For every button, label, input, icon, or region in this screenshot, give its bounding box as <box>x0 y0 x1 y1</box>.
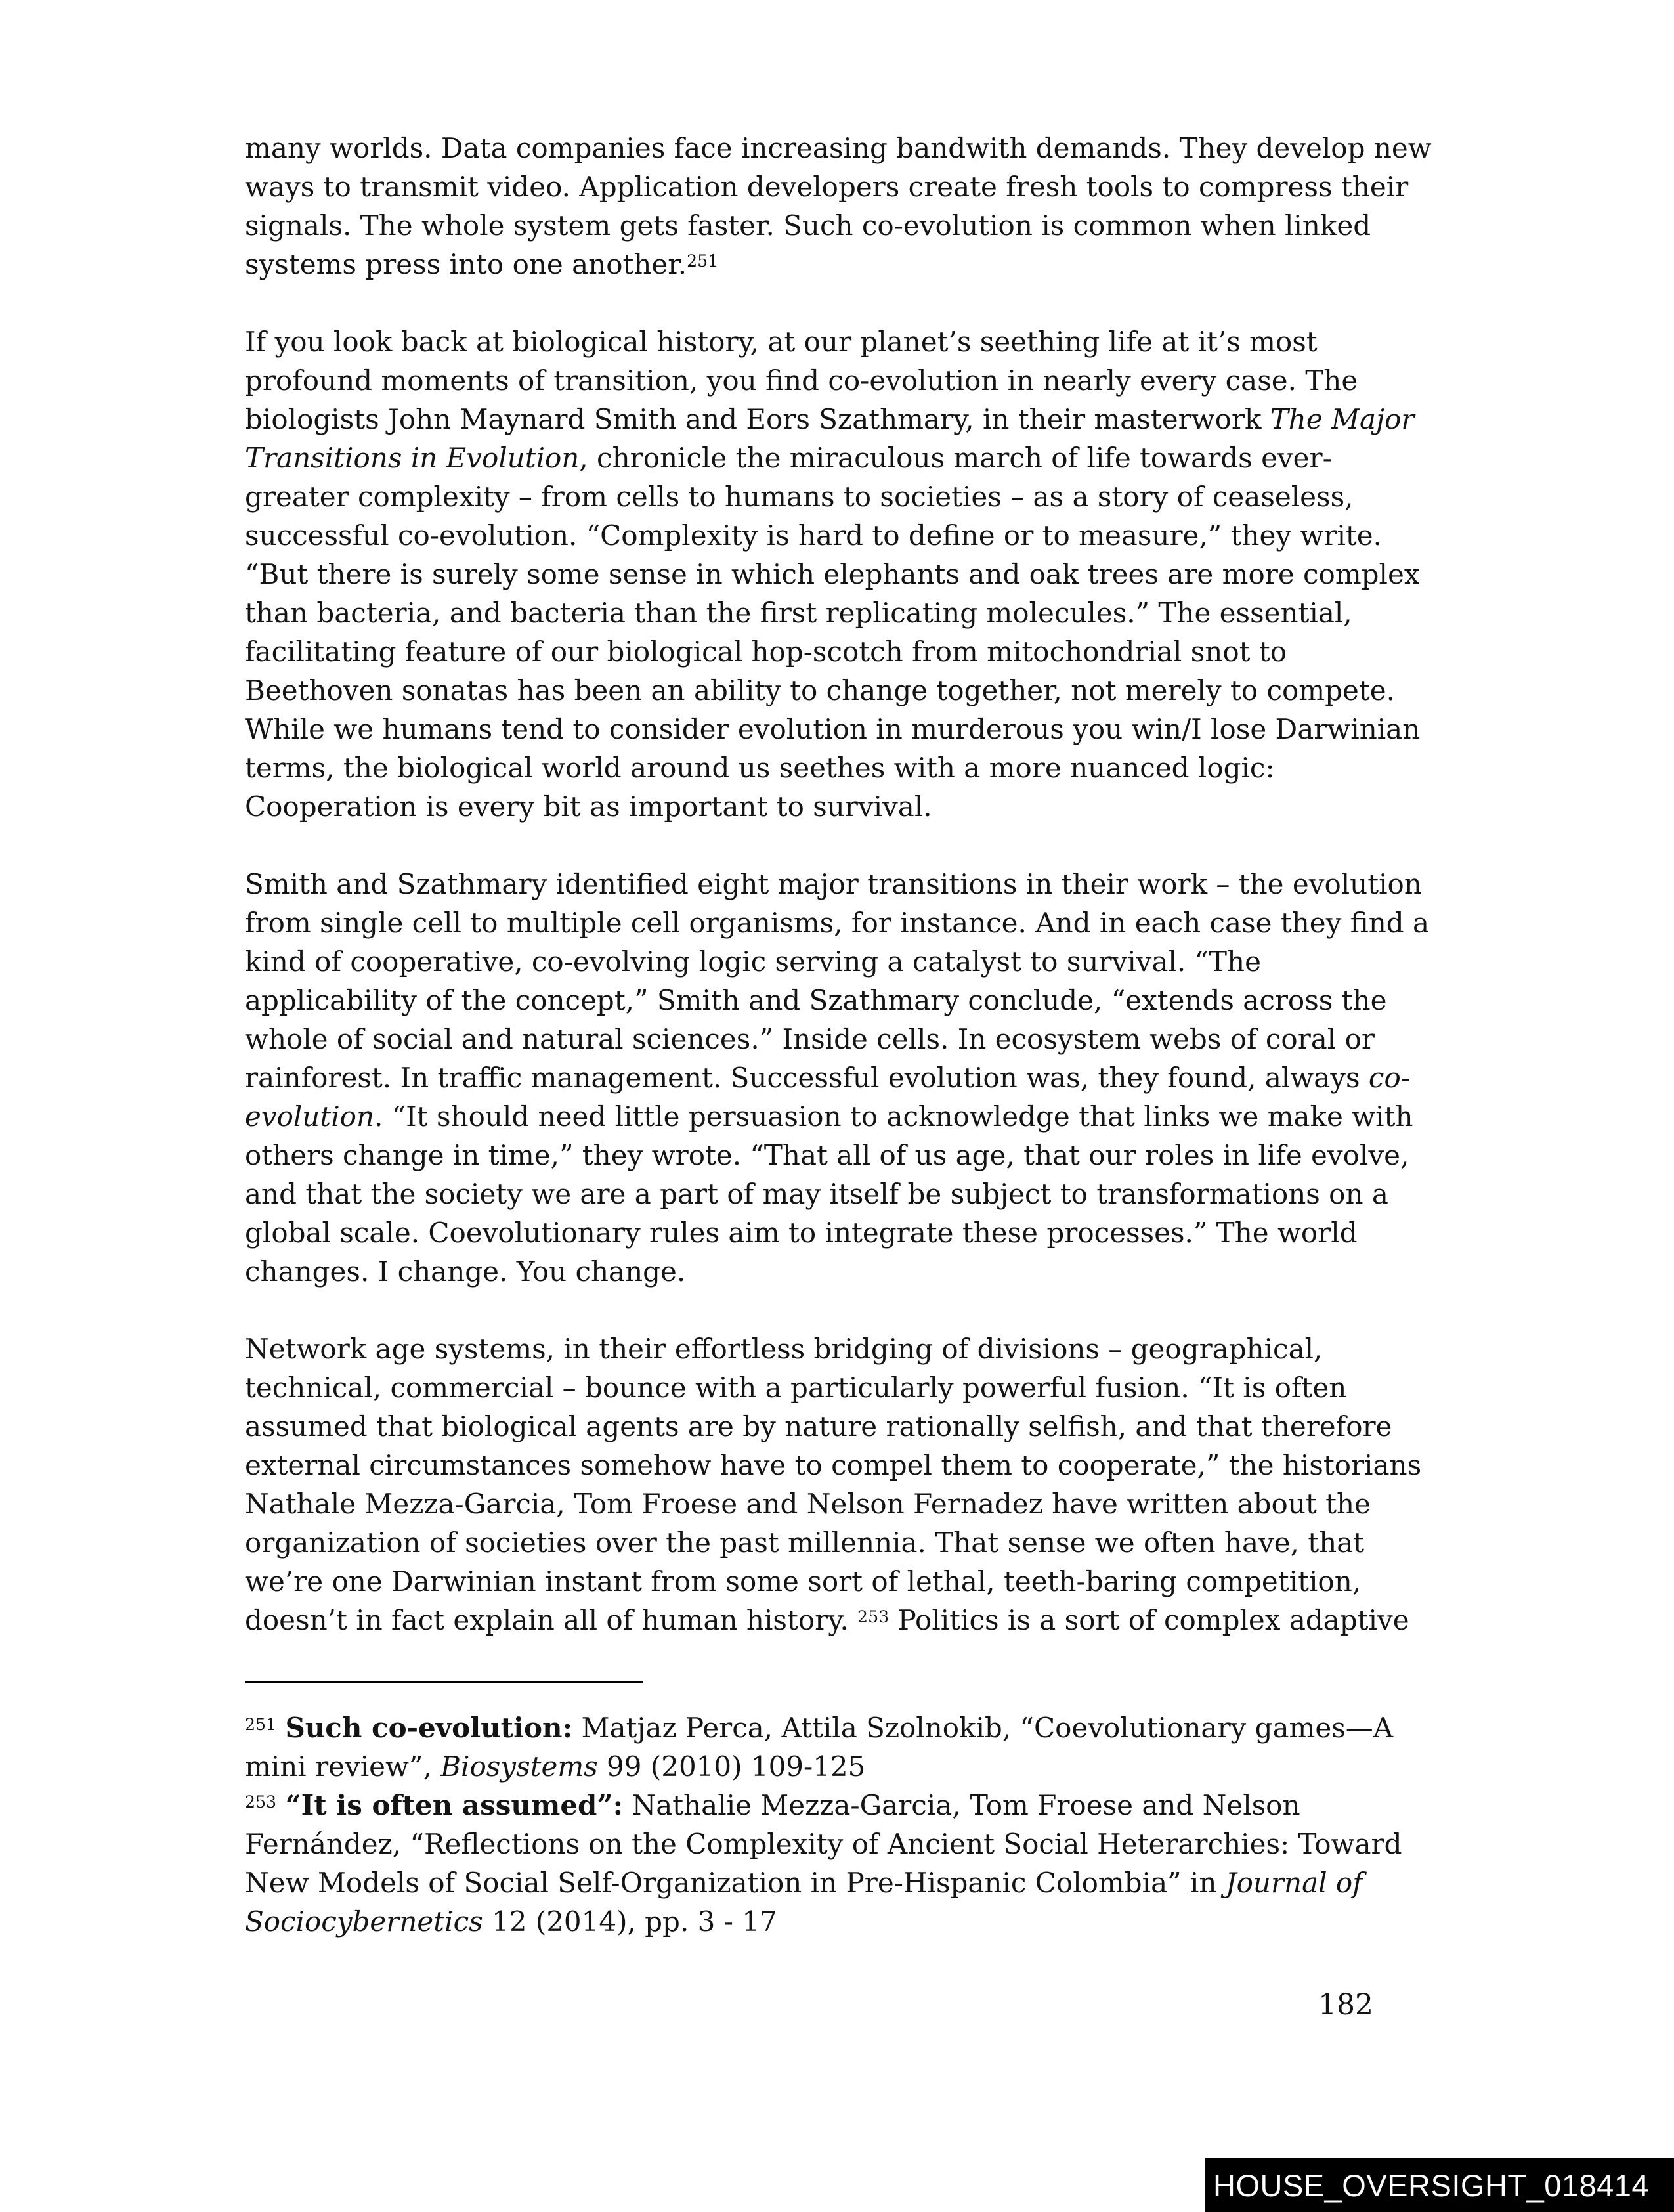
italic-text-run: Biosystems <box>440 1750 598 1783</box>
bates-stamp-text: HOUSE_OVERSIGHT_018414 <box>1213 2167 1650 2203</box>
bold-text-run: “It is often assumed”: <box>285 1789 624 1821</box>
italic-text-run: co-evolution <box>245 1062 1410 1133</box>
footnote-marker: 253 <box>857 1607 890 1626</box>
paragraph-biological-history <box>245 322 1433 826</box>
text-run: , chronicle the miraculous march of life towards ever-greater complexity – from cells to humans to societies – as a story of ceaseless, successful co-evolution. “Complexity is hard to define or to measure,” they write. “But there is surely some sense in which elephants and oak trees are more complex than bacteria, and bacteria than the first replicating molecules.” The essential, facilitating feature of our biological hop-scotch from mitochondrial snot to Beethoven sonatas has been an ability to change together, not merely to compete. While we humans tend to consider evolution in murderous you win/I lose Darwinian terms, the biological world around us seethes with a more nuanced logic: Cooperation is every bit as important to survival. <box>245 442 1421 823</box>
paragraph-continuation <box>245 129 1433 284</box>
text-run <box>276 1789 285 1821</box>
text-run: Politics is a sort of complex adaptive <box>889 1604 1409 1636</box>
text-run <box>276 1712 285 1744</box>
footnote-marker: 251 <box>245 1714 277 1734</box>
footnote-marker: 251 <box>687 251 719 271</box>
text-run: If you look back at biological history, at our planet’s seething life at it’s most profound moments of transition, you find co-evolution in nearly every case. The biologists John Maynard Smith and Eors Szathmary, in their masterwork <box>245 326 1358 435</box>
text-run: . “It should need little persuasion to acknowledge that links we make with others change in time,” they wrote. “That all of us age, that our roles in life evolve, and that the society we are a part of may itself be subject to transformations on a global scale. Coevolutionary rules aim to integrate these processes.” The world changes. I change. You change. <box>245 1100 1413 1288</box>
paragraph-eight-transitions <box>245 865 1433 1291</box>
footnote-253 <box>245 1786 1433 1941</box>
text-run: Nathalie Mezza-Garcia, Tom Froese and Nelson Fernández, “Reflections on the Complexity of Ancient Social Heterarchies: Toward New Models of Social Self-Organization in Pre-Hispanic Colombia” in <box>245 1789 1402 1899</box>
body-text <box>245 129 1433 1678</box>
italic-text-run: Journal of Sociocybernetics <box>245 1867 1363 1938</box>
footnote-251 <box>245 1708 1433 1786</box>
footnote-separator-rule <box>245 1681 643 1683</box>
text-run: Network age systems, in their effortless bridging of divisions – geographical, technical, commercial – bounce with a particularly powerful fusion. “It is often assumed that biological agents are by nature rationally selfish, and that therefore external circumstances somehow have to compel them to cooperate,” the historians Nathale Mezza-Garcia, Tom Froese and Nelson Fernadez have written about the organization of societies over the past millennia. That sense we often have, that we’re one Darwinian instant from some sort of lethal, teeth-baring competition, doesn’t in fact explain all of human history. <box>245 1333 1422 1636</box>
paragraph-network-age <box>245 1330 1433 1639</box>
footnote-marker: 253 <box>245 1792 277 1811</box>
text-run: 12 (2014), pp. 3 - 17 <box>483 1905 777 1938</box>
bold-text-run: Such co-evolution: <box>285 1712 573 1744</box>
text-run: Smith and Szathmary identified eight major transitions in their work – the evolution from single cell to multiple cell organisms, for instance. And in each case they find a kind of cooperative, co-evolving logic serving a catalyst to survival. “The applicability of the concept,” Smith and Szathmary conclude, “extends across the whole of social and natural sciences.” Inside cells. In ecosystem webs of coral or rainforest. In traffic management. Successful evolution was, they found, always <box>245 868 1430 1094</box>
text-run: many worlds. Data companies face increasing bandwith demands. They develop new ways to transmit video. Application developers create fresh tools to compress their signals. The whole system gets faster. Such co-evolution is common when linked systems press into one another. <box>245 132 1432 280</box>
page-number: 182 <box>1318 1988 1373 2022</box>
text-run: 99 (2010) 109-125 <box>597 1750 866 1783</box>
text-run: Matjaz Perca, Attila Szolnokib, “Coevolutionary games—A mini review”, <box>245 1712 1394 1783</box>
italic-text-run: The Major Transitions in Evolution <box>245 403 1415 474</box>
bates-stamp-bar <box>1205 2158 1674 2212</box>
footnotes-section <box>245 1708 1433 1941</box>
